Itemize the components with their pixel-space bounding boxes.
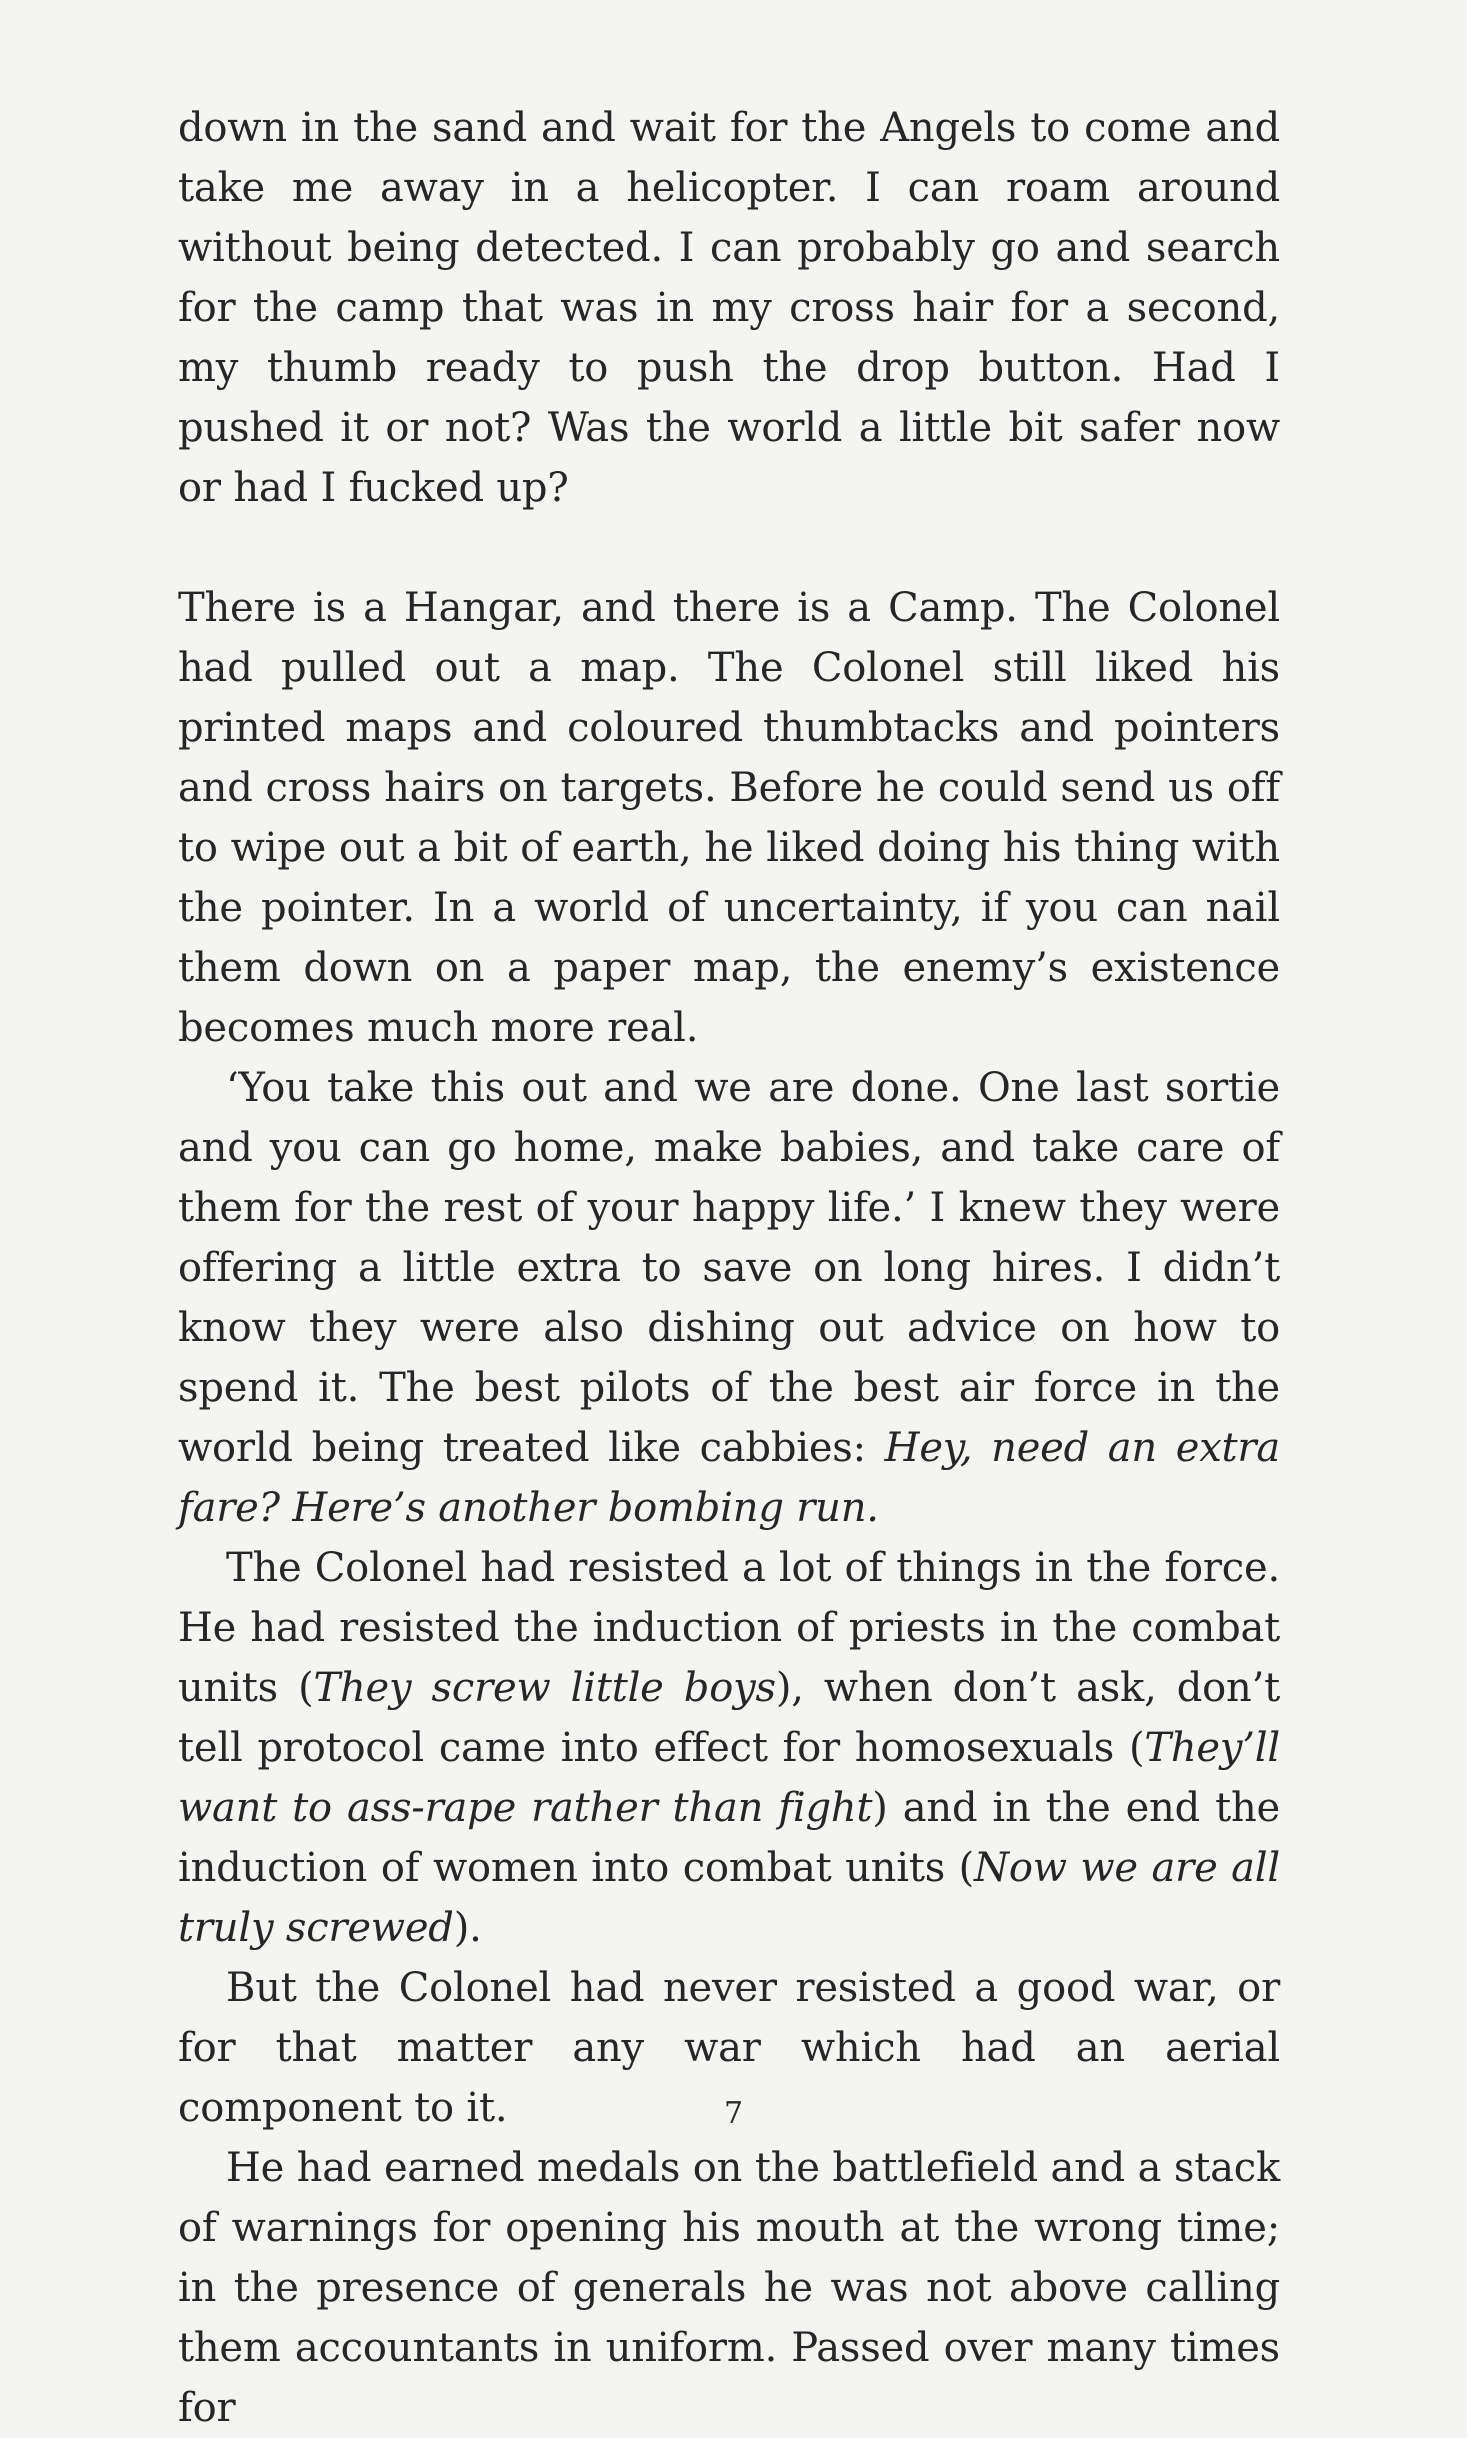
page-number: 7 xyxy=(723,2096,744,2131)
paragraph-4-part-5: ) and in the end the induction of women into combat units ( xyxy=(178,1785,1280,1891)
paragraph-3-text: ‘You take this out and we are done. One last sortie and you can go home, make babies, and take care of them for the rest of your happy life.’ I knew they were offering a little extra to save on long hires. I didn’t know they were also dishing out advice on how to spend it. The best pilots of the best air force in the world being treated like cabbies: xyxy=(178,1065,1280,1471)
paragraph-1: down in the sand and wait for the Angels to come and take me away in a helicopter. I can roam around without being detected. I can probably go and search for the camp that was in my cross hair for a second, my thumb ready to push the drop button. Had I pushed it or not? Was the world a little bit safer now or had I fucked up? xyxy=(178,105,1280,511)
paragraph-4-part-6: Now we are all truly screwed xyxy=(178,1845,1280,1951)
paragraph-3-italic: Hey, need an extra fare? Here’s another bombing run. xyxy=(178,1425,1280,1531)
paragraph-4 xyxy=(178,1538,1280,1958)
paragraph-4-part-7: ). xyxy=(453,1905,482,1951)
paragraph-4-part-1: The Colonel had resisted a lot of things in the force. He had resisted the induction of priests in the combat units ( xyxy=(178,1545,1280,1711)
body-text xyxy=(178,98,1280,2438)
paragraph-3 xyxy=(178,1058,1280,1538)
paragraph-2: There is a Hangar, and there is a Camp. The Colonel had pulled out a map. The Colonel still liked his printed maps and coloured thumbtacks and pointers and cross hairs on targets. Before he could send us off to wipe out a bit of earth, he liked doing his thing with the pointer. In a world of uncertainty, if you can nail them down on a paper map, the enemy’s existence becomes much more real. xyxy=(178,585,1280,1051)
paragraph-5: But the Colonel had never resisted a good war, or for that matter any war which had an aerial component to it. xyxy=(178,1965,1280,2131)
paragraph-6: He had earned medals on the battlefield and a stack of warnings for opening his mouth at the wrong time; in the presence of generals he was not above calling them accountants in uniform. Passed over many times for xyxy=(178,2145,1280,2431)
paragraph-4-part-2: They screw little boys xyxy=(313,1665,776,1711)
paragraph-4-part-3: ), when don’t ask, don’t tell protocol came into effect for homosexuals ( xyxy=(178,1665,1280,1771)
paragraph-4-part-4: They’ll want to ass-rape rather than fight xyxy=(178,1725,1280,1831)
